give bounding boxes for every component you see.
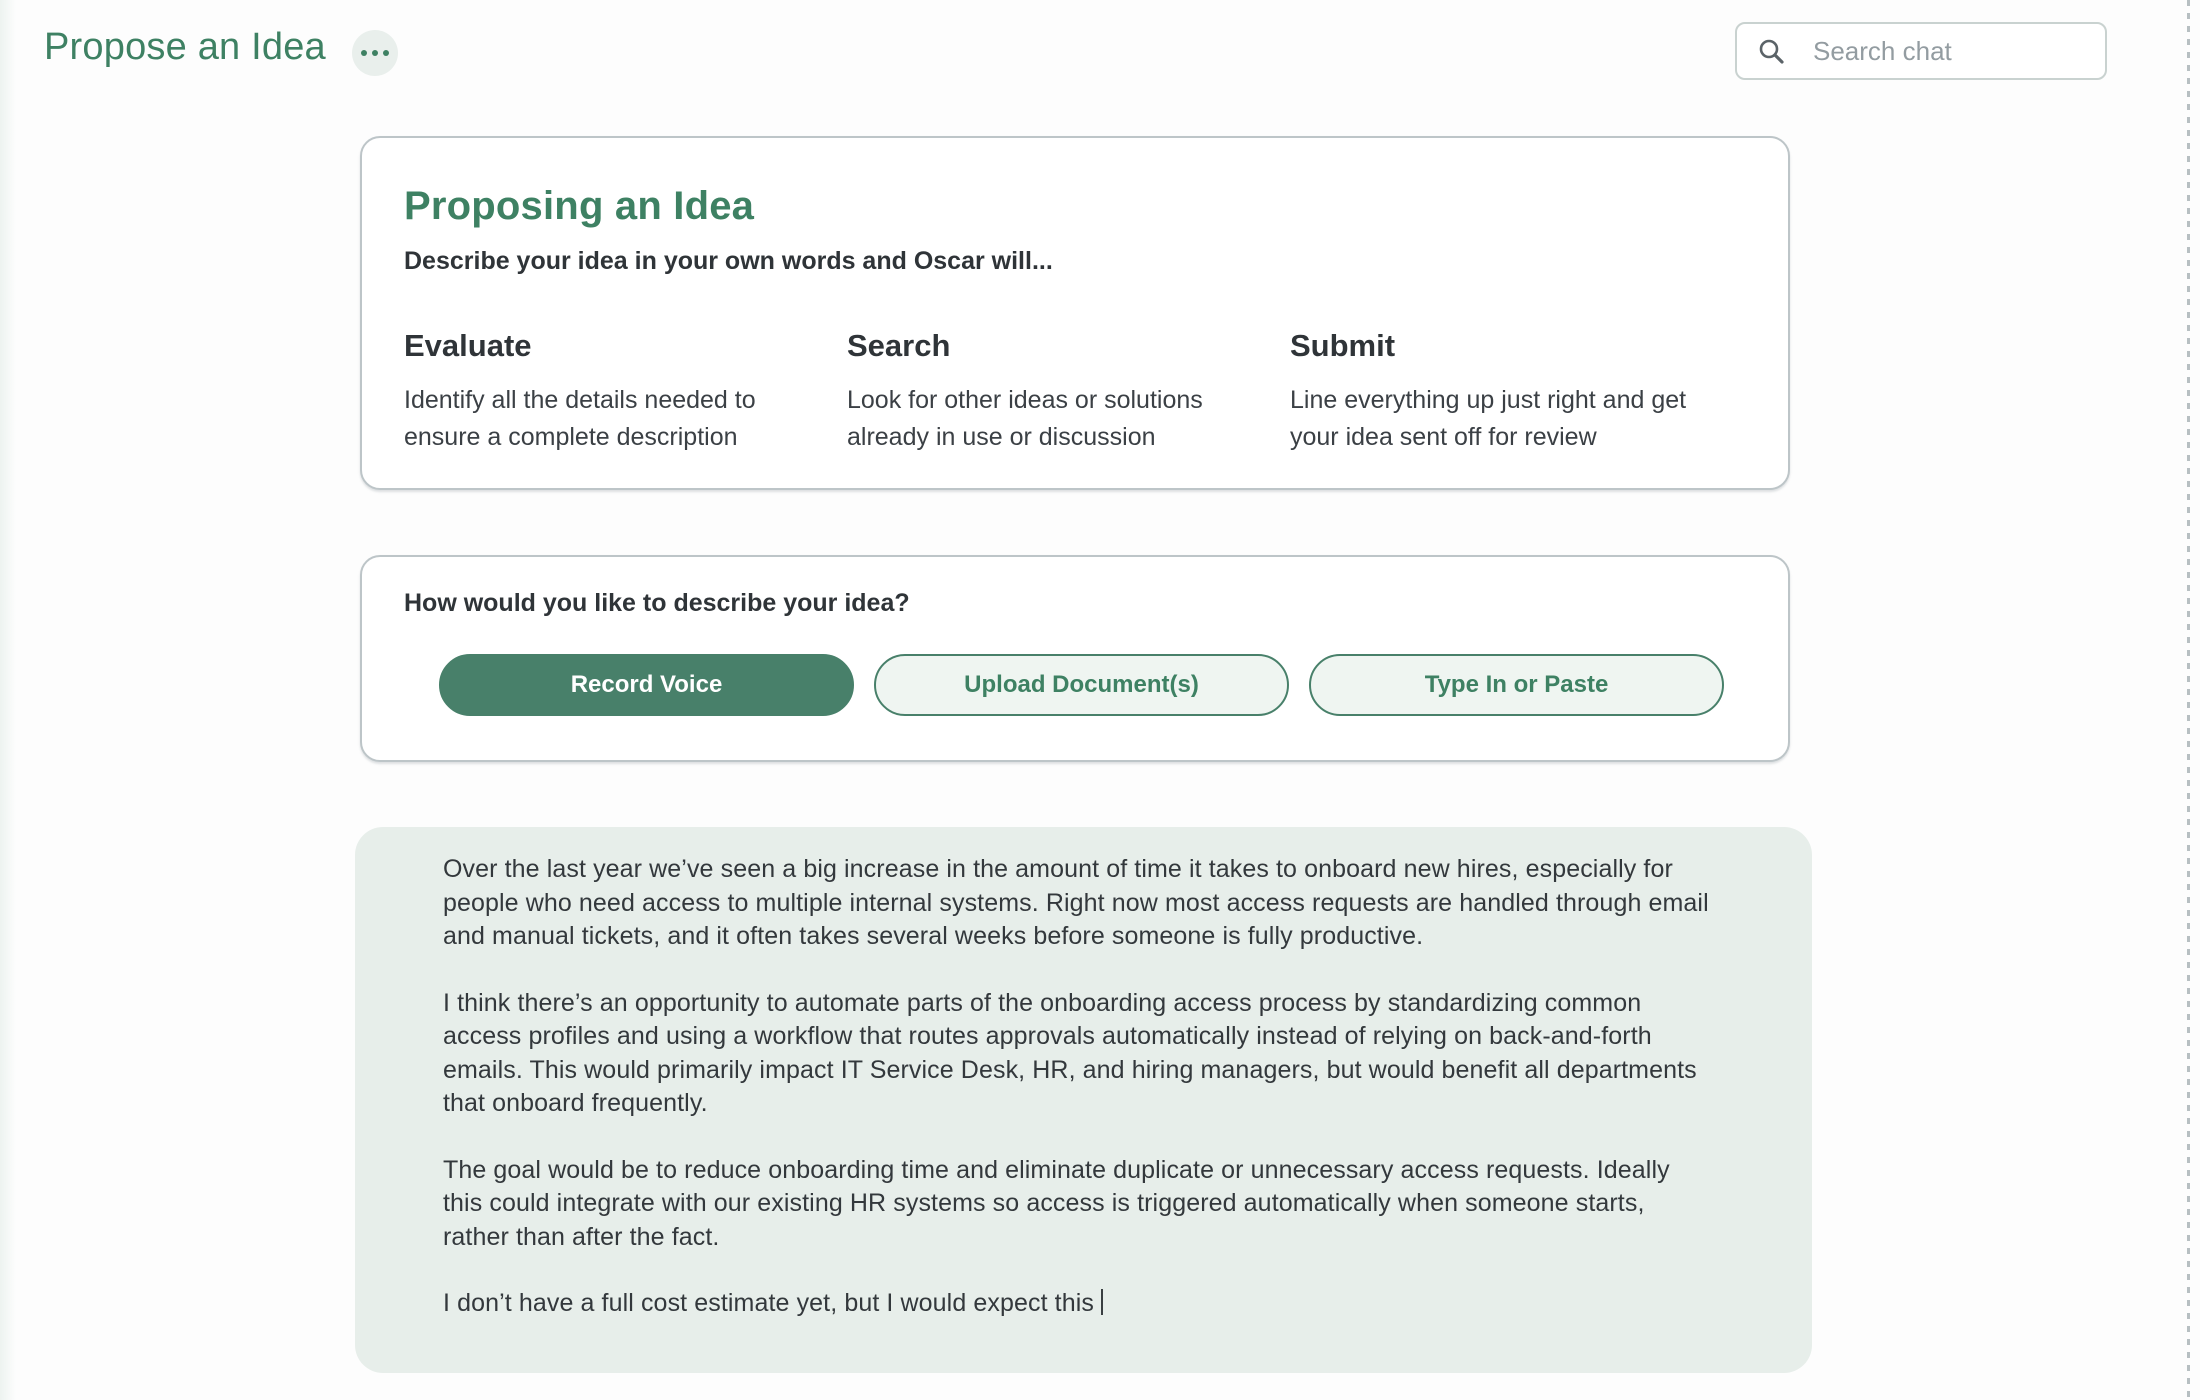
ellipsis-icon	[372, 50, 378, 56]
type-in-or-paste-button[interactable]: Type In or Paste	[1309, 654, 1724, 716]
feature-title: Submit	[1290, 328, 1396, 363]
feature-title: Search	[847, 328, 951, 363]
feature-title: Evaluate	[404, 328, 532, 363]
page-title: Propose an Idea	[44, 26, 326, 68]
search-chat-box[interactable]	[1735, 22, 2107, 80]
ellipsis-icon	[361, 50, 367, 56]
feature-columns	[404, 328, 1746, 456]
idea-paragraph-text: I don’t have a full cost estimate yet, but I would expect this	[443, 1289, 1094, 1317]
idea-paragraph: The goal would be to reduce onboarding time and eliminate duplicate or unnecessary access requests. Ideally this could integrate with our existing HR systems so access is triggered automatically when someone starts, rather than after the fact.	[443, 1155, 1670, 1251]
idea-paragraph: Over the last year we’ve seen a big increase in the amount of time it takes to onboard new hires, especially for people who need access to multiple internal systems. Right now most access requests are handled through email and manual tickets, and it often takes several weeks before someone is fully productive.	[443, 855, 1709, 950]
describe-method-card	[360, 555, 1790, 762]
proposing-an-idea-card	[360, 136, 1790, 490]
feature-submit	[1290, 328, 1733, 456]
more-options-button[interactable]	[352, 30, 398, 76]
feature-description: Line everything up just right and get your idea sent off for review	[1290, 386, 1687, 451]
method-options	[439, 654, 1746, 716]
left-panel-edge	[0, 0, 16, 1400]
feature-description: Look for other ideas or solutions already in use or discussion	[847, 386, 1203, 451]
feature-evaluate	[404, 328, 847, 456]
feature-search	[847, 328, 1290, 456]
card-title: Proposing an Idea	[404, 184, 755, 228]
card-subtitle: Describe your idea in your own words and Oscar will...	[404, 247, 1053, 275]
method-question: How would you like to describe your idea?	[404, 589, 910, 617]
search-icon	[1757, 37, 1785, 65]
ellipsis-icon	[383, 50, 389, 56]
idea-textarea[interactable]	[355, 827, 1812, 1373]
record-voice-button[interactable]: Record Voice	[439, 654, 854, 716]
search-input[interactable]	[1813, 36, 2148, 67]
idea-paragraph	[443, 1287, 1712, 1321]
text-cursor	[1101, 1289, 1103, 1315]
idea-paragraph: I think there’s an opportunity to automate parts of the onboarding access process by standardizing common access profiles and using a workflow that routes approvals automatically instead of relying on back-and-forth emails. This would primarily impact IT Service Desk, HR, and hiring managers, but would benefit all departments that onboard frequently.	[443, 988, 1697, 1117]
feature-description: Identify all the details needed to ensure a complete description	[404, 386, 756, 451]
upload-documents-button[interactable]: Upload Document(s)	[874, 654, 1289, 716]
panel-resize-handle[interactable]	[2187, 0, 2190, 1400]
